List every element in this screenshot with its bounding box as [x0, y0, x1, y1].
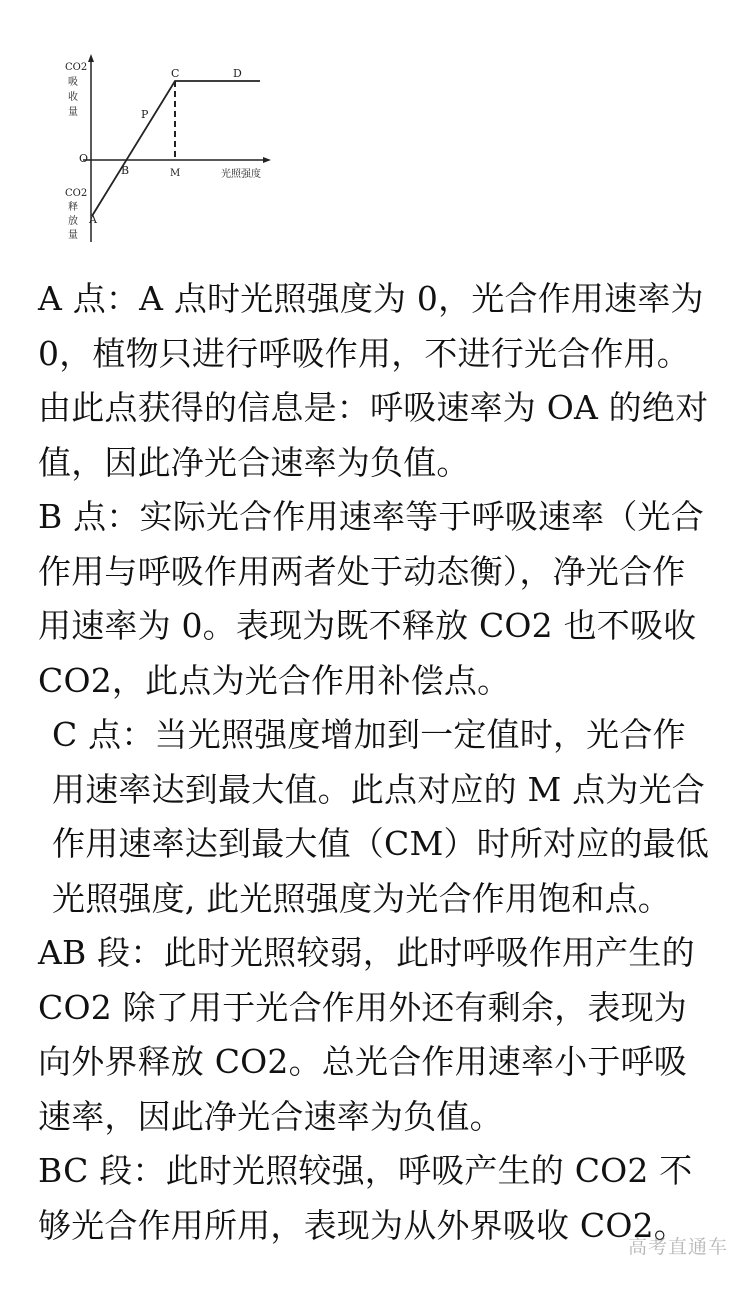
paragraph-a-point: A 点：A 点时光照强度为 0，光合作用速率为 0，植物只进行呼吸作用，不进行光合作用。由此点获得的信息是：呼吸速率为 OA 的绝对值，因此净光合速率为负值。 — [38, 279, 709, 482]
point-d-label: D — [233, 67, 242, 80]
y-label-top-0: CO2 — [65, 62, 88, 73]
y-label-bottom-1: 释 — [68, 202, 78, 213]
y-label-top-3: 量 — [68, 107, 78, 118]
y-label-bottom-0: CO2 — [65, 188, 88, 199]
y-label-top-1: 吸 — [68, 77, 78, 88]
y-axis-arrow — [88, 54, 94, 62]
y-label-bottom-2: 放 — [68, 216, 78, 227]
point-p-label: P — [141, 108, 149, 121]
point-b-label: B — [121, 164, 130, 177]
paragraph-ab-segment: AB 段：此时光照较弱，此时呼吸作用产生的 CO2 除了用于光合作用外还有剩余，表现为向外界释放 CO2。总光合作用速率小于呼吸速率，因此净光合速率为负值。 — [38, 933, 695, 1136]
y-label-top-2: 收 — [68, 92, 78, 103]
point-c-label: C — [171, 67, 180, 80]
paragraph-bc-segment: BC 段：此时光照较强，呼吸产生的 CO2 不够光合作用所用，表现为从外界吸收 CO2。 — [38, 1151, 693, 1245]
x-axis-label: 光照强度 — [221, 169, 261, 180]
origin-label: O — [79, 152, 89, 165]
explanation-text — [38, 272, 716, 1253]
light-intensity-co2-diagram — [55, 50, 285, 250]
paragraph-b-point: B 点：实际光合作用速率等于呼吸速率（光合作用与呼吸作用两者处于动态衡），净光合作用速率为 0。表现为既不释放 CO2 也不吸收 CO2，此点为光合作用补偿点。 — [38, 497, 704, 700]
paragraph-c-point: C 点：当光照强度增加到一定值时，光合作用速率达到最大值。此点对应的 M 点为光合作用速率达到最大值（CM）时所对应的最低光照强度, 此光照强度为光合作用饱和点。 — [52, 715, 710, 918]
y-label-bottom-3: 量 — [68, 230, 78, 241]
watermark: 高考直通车 — [627, 1236, 728, 1258]
point-a-label: A — [89, 213, 97, 226]
x-axis-arrow — [263, 157, 271, 163]
point-m-label: M — [170, 168, 181, 179]
